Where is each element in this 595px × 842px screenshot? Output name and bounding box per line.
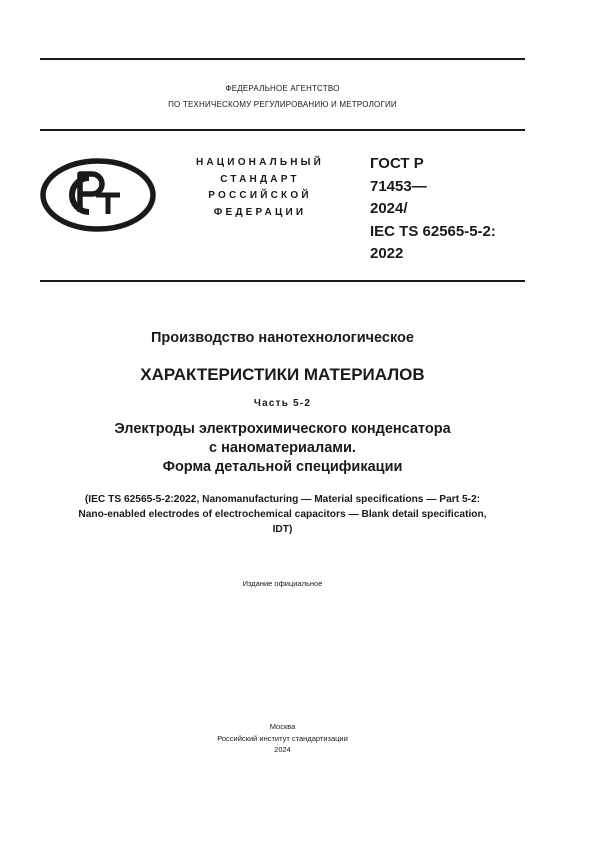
imprint-year: 2024 [274, 745, 291, 754]
title-detail [30, 420, 535, 477]
original-title-line: IDT) [272, 524, 293, 535]
standard-type [160, 155, 360, 221]
imprint [30, 721, 535, 756]
rst-mark-icon [40, 158, 156, 232]
title-subject: ХАРАКТЕРИСТИКИ МАТЕРИАЛОВ [140, 365, 425, 384]
agency-name-line-2: ПО ТЕХНИЧЕСКОМУ РЕГУЛИРОВАНИЮ И МЕТРОЛОГИИ [168, 100, 397, 109]
standard-number-line: 71453— [370, 177, 427, 195]
standard-type-line: НАЦИОНАЛЬНЫЙ [195, 157, 325, 168]
top-rule [40, 58, 525, 60]
standard-number-line: IEC TS 62565-5-2: [370, 222, 496, 240]
original-title-line: Nano-enabled electrodes of electrochemical capacitors — Blank detail specification, [78, 509, 487, 520]
standard-type-line: ФЕДЕРАЦИИ [213, 206, 307, 218]
standard-type-line: СТАНДАРТ [220, 173, 300, 185]
standard-type-line: РОССИЙСКОЙ [208, 190, 312, 201]
imprint-city: Москва [269, 722, 296, 731]
title-rule [40, 280, 525, 282]
agency-name-line-1: ФЕДЕРАЛЬНОЕ АГЕНТСТВО [225, 84, 340, 93]
title-detail-line: Форма детальной спецификации [162, 459, 403, 475]
original-title [30, 492, 535, 537]
standard-number-line: ГОСТ Р [370, 155, 424, 172]
title-detail-line: Электроды электрохимического конденсатора [114, 421, 451, 437]
original-title-line: (IEC TS 62565-5-2:2022, Nanomanufacturing — Material specifications — Part 5-2: [84, 494, 481, 505]
header-rule [40, 129, 525, 131]
title-part: Часть 5-2 [253, 398, 312, 409]
title-detail-line: с наноматериалами. [209, 440, 356, 456]
standard-number-line: 2024/ [370, 200, 408, 217]
standard-number [370, 153, 525, 266]
standard-number-line: 2022 [370, 245, 404, 262]
title-main: Производство нанотехнологическое [151, 330, 414, 346]
imprint-publisher: Российский институт стандартизации [217, 733, 348, 743]
edition-note: Издание официальное [242, 579, 323, 588]
